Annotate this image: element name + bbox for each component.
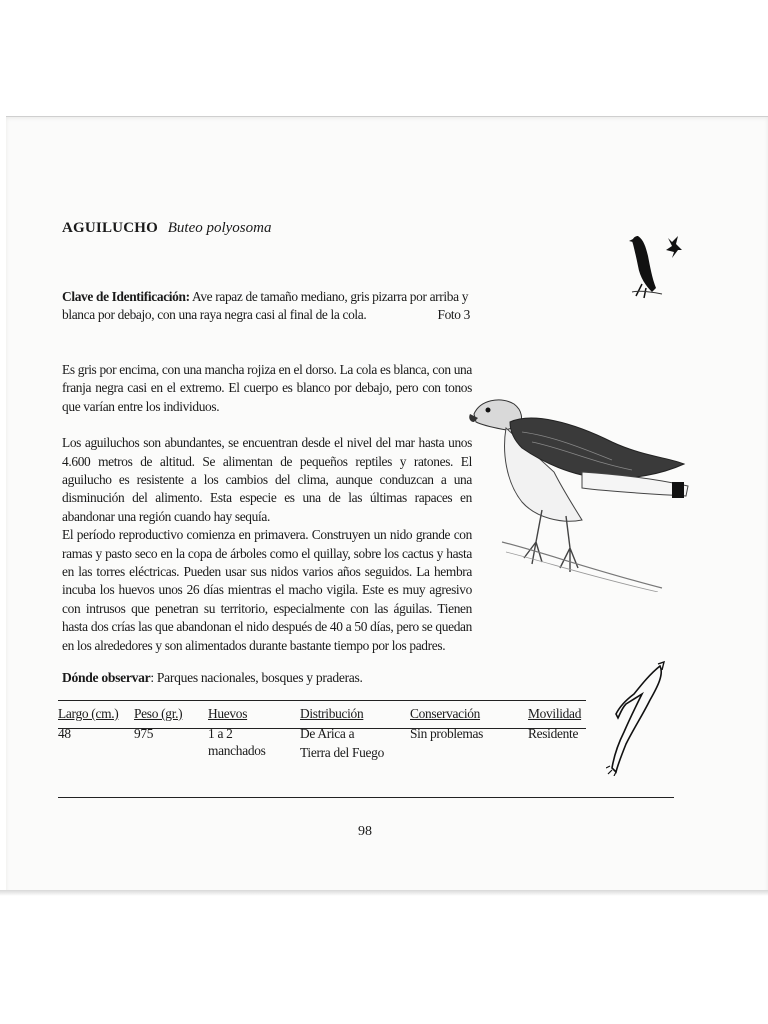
table-header-distribution: Distribución xyxy=(300,706,364,721)
table-top-rule xyxy=(58,700,586,701)
bottom-rule xyxy=(58,797,674,798)
table-header-mobility: Movilidad xyxy=(528,706,582,721)
common-name: AGUILUCHO xyxy=(62,220,158,236)
hawk-illustration xyxy=(462,392,692,592)
table-cell-mobility: Residente xyxy=(528,726,579,741)
description-paragraph: Es gris por encima, con una mancha rojiza en el dorso. La cola es blanca, con una franja negra casi en el extremo. El cuerpo es blanco por debajo, pero con tonos que varían entre los individuos. xyxy=(62,362,472,414)
scan-edge xyxy=(0,890,768,896)
table-header-conservation: Conservación xyxy=(410,706,481,721)
perched-bird-icon xyxy=(622,226,684,300)
species-title xyxy=(62,220,271,237)
species-description xyxy=(62,361,472,655)
table-cell-length: 48 xyxy=(58,726,71,741)
identification-key xyxy=(62,288,470,324)
description-paragraph: El período reproductivo comienza en primavera. Construyen un nido grande con ramas y pasto seco en la copa de árboles como el quillay, sobre los cactus y hasta en las torres eléctricas. Pueden usar sus nidos varios años seguidos. La hembra incuba los huevos unos 26 días mientras el macho vigila. Este es muy agresivo con intrusos que penetran su territorio, especialmente con las águilas. Tienen hasta dos crías las que abandonan el nido después de 40 a 50 días, pero se quedan en los alrededores y son alimentados durante bastante tiempo por los padres. xyxy=(62,527,472,653)
table-header-eggs: Huevos xyxy=(208,706,248,721)
description-paragraph: Los aguiluchos son abundantes, se encuentran desde el nivel del mar hasta unos 4.600 metros de altitud. Se alimentan de pequeños reptiles y ratones. El aguilucho es resistente a los cambios del clima, aunque conduzcan a una disminución del alimento. Esta especie es una de las últimas rapaces en abandonar una región cuando hay sequía. xyxy=(62,435,472,524)
table-cell-conservation: Sin problemas xyxy=(410,726,484,741)
table-cell-weight: 975 xyxy=(134,726,154,741)
page-number: 98 xyxy=(358,824,372,839)
photo-reference: Foto 3 xyxy=(437,307,470,322)
identification-text: Ave rapaz de tamaño mediano, gris pizarra por arriba y blanca por debajo, con una raya negra casi al final de la cola. xyxy=(62,289,469,322)
flying-bird-icon xyxy=(606,660,670,776)
where-to-observe xyxy=(62,670,363,686)
table-cell-distribution: De Arica a xyxy=(300,726,355,741)
scientific-name: Buteo polyosoma xyxy=(167,220,272,236)
table-header-length: Largo (cm.) xyxy=(58,706,119,721)
table-cell-eggs-2: manchados xyxy=(208,743,266,758)
where-text: : Parques nacionales, bosques y praderas. xyxy=(150,670,363,685)
identification-label: Clave de Identificación: xyxy=(62,289,190,304)
table-cell-distribution-2: Tierra del Fuego xyxy=(300,745,384,760)
table-cell-eggs: 1 a 2 xyxy=(208,726,233,741)
where-label: Dónde observar xyxy=(62,670,151,685)
table-header-weight: Peso (gr.) xyxy=(134,706,183,721)
